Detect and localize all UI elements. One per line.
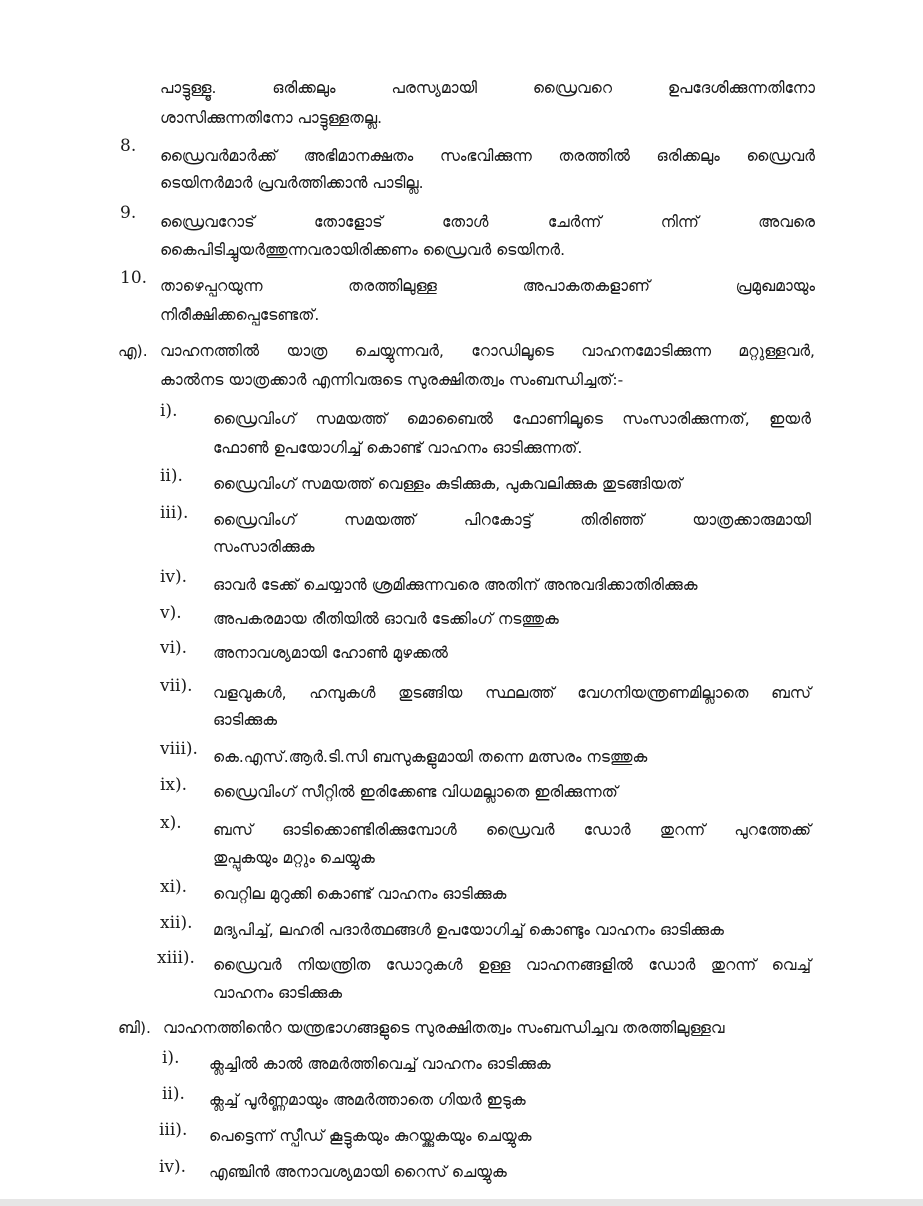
item-number: 10. <box>120 268 148 288</box>
section-b-marker: ബി). <box>118 1019 151 1037</box>
sub-item-number: viii). <box>160 739 198 759</box>
sub-item-number: i). <box>162 1048 180 1068</box>
sub-item-number: iv). <box>159 1157 187 1177</box>
sub-item-line: പെട്ടെന്ന് സ്പീഡ് കൂട്ടുകയും കുറയ്ക്കുകയും ചെയ്യുക <box>209 1127 532 1145</box>
sub-item-number: v). <box>160 603 182 623</box>
item-10-line-1: താഴെപ്പറയുന്ന തരത്തിലുള്ള അപാകതകളാണ് പ്രമുഖമായും <box>160 277 815 295</box>
sub-item-number: xii). <box>160 913 193 933</box>
sub-item-number: vii). <box>160 676 193 696</box>
sub-item-line: അനാവശ്യമായി ഹോൺ മുഴക്കൽ <box>213 644 448 662</box>
sub-item-number: ix). <box>160 775 188 795</box>
sub-item-line: ഡ്രൈവിംഗ് സമയത്ത് വെള്ളം കുടിക്കുക, പുകവലിക്കുക തുടങ്ങിയത് <box>213 475 683 493</box>
sub-item-line: സംസാരിക്കുക <box>213 538 315 556</box>
item-9-line-1: ഡ്രൈവറോട് തോളോട് തോൾ ചേർന്ന് നിന്ന് അവരെ <box>160 213 815 231</box>
item-number: 8. <box>120 136 137 156</box>
item-number: 9. <box>120 203 137 223</box>
sub-item-line: ഓടിക്കുക <box>213 711 278 729</box>
item-8-line-2: ടെയിനർമാർ പ്രവർത്തിക്കാൻ പാടില്ല. <box>160 174 424 192</box>
sub-item-line: ഡ്രൈവിംഗ് സമയത്ത് മൊബൈൽ ഫോണിലൂടെ സംസാരിക്കുന്നത്, ഇയർ <box>213 410 811 428</box>
sub-item-line: കെ.എസ്.ആർ.ടി.സി ബസുകളുമായി തന്നെ മത്സരം നടത്തുക <box>213 748 648 766</box>
sub-item-number: iv). <box>160 567 188 587</box>
sub-item-number: xiii). <box>157 948 195 968</box>
sub-item-number: x). <box>160 813 182 833</box>
section-a-line-1: വാഹനത്തിൽ യാത്ര ചെയ്യുന്നവർ, റോഡിലൂടെ വാഹനമോടിക്കുന്ന മറ്റുള്ളവർ, <box>160 342 815 360</box>
sub-item-number: xi). <box>160 877 188 897</box>
sub-item-number: iii). <box>159 1120 188 1140</box>
continuation-line-1: പാട്ടുള്ളൂ. ഒരിക്കലും പരസ്യമായി ഡ്രൈവറെ ഉപദേശിക്കുന്നതിനോ <box>160 79 815 97</box>
sub-item-line: മദ്യപിച്ച്, ലഹരി പദാർത്ഥങ്ങൾ ഉപയോഗിച്ച് കൊണ്ടും വാഹനം ഓടിക്കുക <box>213 921 724 939</box>
sub-item-line: ഫോൺ ഉപയോഗിച്ച് കൊണ്ട് വാഹനം ഓടിക്കുന്നത്. <box>213 439 583 457</box>
sub-item-number: ii). <box>160 466 183 486</box>
sub-item-line: ഓവർ ടേക്ക് ചെയ്യാൻ ശ്രമിക്കുന്നവരെ അതിന് അനുവദിക്കാതിരിക്കുക <box>213 576 698 594</box>
sub-item-line: ക്ലച്ച് പൂർണ്ണമായും അമർത്താതെ ഗിയർ ഇടുക <box>209 1091 526 1109</box>
sub-item-number: iii). <box>160 503 189 523</box>
section-a-marker: എ). <box>118 342 148 360</box>
section-a-line-2: കാൽനട യാത്രക്കാർ എന്നിവരുടെ സുരക്ഷിതത്വം സംബന്ധിച്ചത്:- <box>160 371 624 389</box>
sub-item-line: ഡ്രൈവർ നിയന്ത്രിത ഡോറുകൾ ഉള്ള വാഹനങ്ങളിൽ ഡോർ തുറന്ന് വെച്ച് <box>213 956 811 974</box>
item-10-line-2: നിരീക്ഷിക്കപ്പെടേണ്ടത്. <box>160 306 320 324</box>
sub-item-line: ഡ്രൈവിംഗ് സമയത്ത് പിറകോട്ട് തിരിഞ്ഞ് യാത്രക്കാരുമായി <box>213 511 811 529</box>
sub-item-line: ക്ലച്ചിൽ കാൽ അമർത്തിവെച്ച് വാഹനം ഓടിക്കുക <box>209 1055 551 1073</box>
item-9-line-2: കൈപിടിച്ചുയർത്തുന്നവരായിരിക്കണം ഡ്രൈവർ ടെയിനർ. <box>160 241 566 259</box>
sub-item-line: ഡ്രൈവിംഗ് സീറ്റിൽ ഇരിക്കേണ്ട വിധമല്ലാതെ ഇരിക്കുന്നത് <box>213 783 618 801</box>
sub-item-number: i). <box>160 401 178 421</box>
sub-item-number: vi). <box>160 638 188 658</box>
sub-item-line: വാഹനം ഓടിക്കുക <box>213 984 343 1002</box>
sub-item-line: ബസ് ഓടിക്കൊണ്ടിരിക്കുമ്പോൾ ഡ്രൈവർ ഡോർ തുറന്ന് പുറത്തേക്ക് <box>213 821 811 839</box>
item-8-line-1: ഡ്രൈവർമാർക്ക് അഭിമാനക്ഷതം സംഭവിക്കുന്ന തരത്തിൽ ഒരിക്കലും ഡ്രൈവർ <box>160 147 815 165</box>
sub-item-line: അപകരമായ രീതിയിൽ ഓവർ ടേക്കിംഗ് നടത്തുക <box>213 610 559 628</box>
sub-item-number: ii). <box>162 1084 185 1104</box>
sub-item-line: എഞ്ചിൻ അനാവശ്യമായി റൈസ് ചെയ്യുക <box>209 1163 507 1181</box>
section-b-line-1: വാഹനത്തിൻെറ യന്ത്രഭാഗങ്ങളുടെ സുരക്ഷിതത്വം സംബന്ധിച്ചവ തരത്തിലുള്ളവ <box>163 1019 725 1037</box>
continuation-line-2: ശാസിക്കുന്നതിനോ പാട്ടുള്ളതല്ല. <box>160 109 383 127</box>
sub-item-line: തുപ്പുകയും മറ്റും ചെയ്യുക <box>213 849 375 867</box>
sub-item-line: വെറ്റില മുറുക്കി കൊണ്ട് വാഹനം ഓടിക്കുക <box>213 885 507 903</box>
sub-item-line: വളവുകൾ, ഹമ്പുകൾ തുടങ്ങിയ സ്ഥലത്ത് വേഗനിയന്ത്രണമില്ലാതെ ബസ് <box>213 684 811 702</box>
page-bottom-edge <box>0 1199 923 1206</box>
